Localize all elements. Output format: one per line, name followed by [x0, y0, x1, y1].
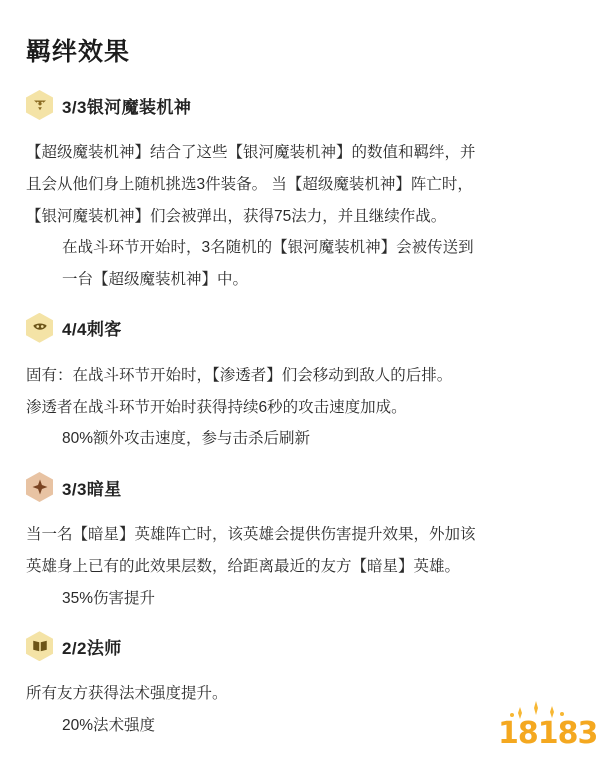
trait-block [24, 313, 576, 454]
trait-line: 【超级魔装机神】结合了这些【银河魔装机神】的数值和羁绊，并 [26, 144, 476, 161]
site-watermark [490, 697, 598, 757]
trait-line: 当一名【暗星】英雄阵亡时，该英雄会提供伤害提升效果，外加该 [26, 526, 476, 543]
trait-bonus-line: 80%额外攻击速度，参与击杀后刷新 [62, 430, 311, 448]
dark-star-icon [26, 472, 53, 502]
galaxy-mech-icon [26, 90, 53, 120]
trait-line: 所有友方获得法术强度提升。 [26, 685, 228, 703]
watermark-text: 18183 [498, 716, 598, 751]
trait-line: 一台【超级魔装机神】中。 [62, 271, 249, 288]
trait-header [24, 472, 576, 502]
trait-name: 2/2法师 [62, 638, 122, 658]
trait-header [24, 313, 576, 343]
trait-line: 固有：在战斗环节开始时，【渗透者】们会移动到敌人的后排。 [26, 366, 453, 384]
trait-name: 3/3暗星 [62, 479, 122, 499]
trait-bonus-line: 35%伤害提升 [62, 589, 156, 607]
trait-line: 英雄身上已有的此效果层数，给距离最近的友方【暗星】英雄。 [26, 557, 461, 575]
trait-line: 在战斗环节开始时，3名随机的【银河魔装机神】会被传送到 [62, 239, 474, 257]
trait-line: 【银河魔装机神】们会被弹出，获得75法力，并且继续作战。 [26, 207, 447, 225]
trait-block [24, 90, 576, 295]
trait-name: 3/3银河魔装机神 [62, 97, 192, 117]
trait-line: 渗透者在战斗环节开始时获得持续6秒的攻击速度加成。 [26, 398, 407, 416]
trait-block [24, 472, 576, 613]
trait-description [24, 361, 576, 454]
trait-line: 且会从他们身上随机挑选3件装备。 当【超级魔装机神】阵亡时， [26, 175, 473, 193]
trait-description [24, 520, 576, 613]
assassin-icon [26, 313, 53, 343]
trait-bonus-line: 20%法术强度 [62, 717, 156, 734]
trait-header [24, 90, 576, 120]
trait-header [24, 631, 576, 661]
sorcerer-book-icon [26, 631, 53, 661]
trait-name: 4/4刺客 [62, 320, 122, 340]
trait-description [24, 138, 576, 295]
page-title: 羁绊效果 [26, 38, 131, 66]
